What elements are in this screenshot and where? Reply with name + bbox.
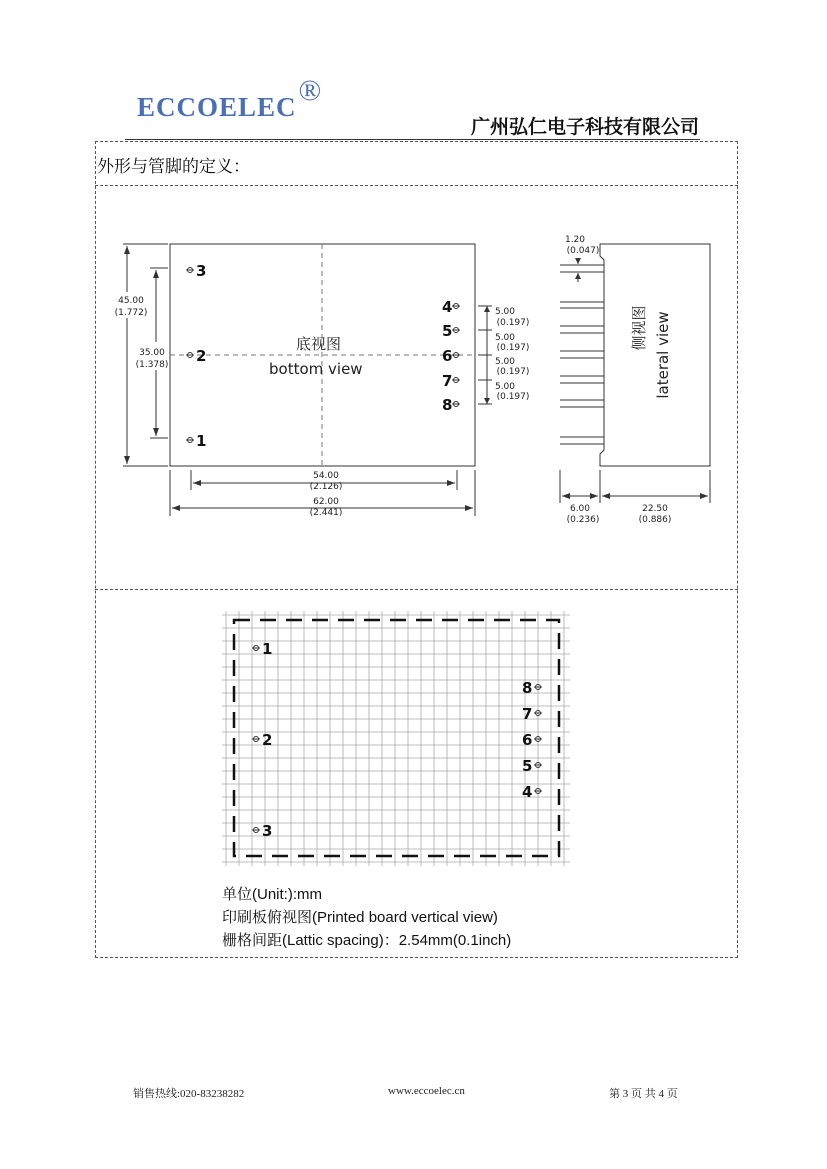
pin-label: 8 [442,396,453,414]
dim-value: (0.197) [496,367,530,377]
caption-spacing: 栅格间距(Lattic spacing)：2.54mm(0.1inch) [222,932,512,949]
dim-value: (2.441) [309,508,343,518]
pin-label: 7 [442,372,453,390]
pin-label: 5 [522,757,533,775]
dim-value: 35.00 [139,348,165,358]
dim-value: 5.00 [494,333,516,343]
dim-value: 62.00 [313,497,339,507]
pin-label: 4 [442,298,453,316]
dim-value: 5.00 [494,307,516,317]
dim-value: 6.00 [569,504,591,514]
dim-value: 54.00 [313,471,339,481]
registered-mark: ® [298,74,323,107]
dim-value: (0.197) [496,392,530,402]
pin-label: 2 [196,347,207,365]
pin-label: 1 [196,432,207,450]
pin-label: 7 [522,705,533,723]
footer-website[interactable]: www.eccoelec.cn [388,1085,465,1097]
dim-value: (2.126) [309,482,343,492]
dim-value: (0.236) [566,515,600,525]
dim-value: (0.197) [496,343,530,353]
pin-label: 5 [442,322,453,340]
footer-page-number: 第 3 页 共 4 页 [609,1088,678,1100]
pin-label: 1 [262,640,273,658]
logo-text: ECCOELEC [137,92,297,122]
dim-value: 5.00 [494,382,516,392]
pin-label: 3 [196,262,207,280]
bottom-view-label-en: bottom view [269,360,363,378]
dim-value: (1.378) [135,360,169,370]
side-view-label-cn: 侧视图 [630,305,648,351]
section-title: 外形与管脚的定义： [97,157,250,177]
dim-value: (1.772) [114,308,148,318]
pin-label: 6 [522,731,533,749]
caption-unit: 单位(Unit:):mm [222,886,322,903]
dim-value: 45.00 [118,296,144,306]
dim-value: (0.047) [566,246,600,256]
pin-label: 8 [522,679,533,697]
bottom-view-label-cn: 底视图 [296,335,342,353]
dim-value: 5.00 [494,357,516,367]
pin-label: 3 [262,822,273,840]
pin-label: 4 [522,783,533,801]
pcb-outline [234,620,559,856]
footer-phone: 销售热线:020-83238282 [133,1088,245,1100]
dim-value: 1.20 [564,235,586,245]
caption-view: 印刷板俯视图(Printed board vertical view) [222,909,498,926]
company-name: 广州弘仁电子科技有限公司 [470,116,699,138]
dim-value: 22.50 [642,504,668,514]
side-view-label-en: lateral view [654,311,672,399]
dim-value: (0.197) [496,318,530,328]
dim-value: (0.886) [638,515,672,525]
pin-label: 2 [262,731,273,749]
pin-label: 6 [442,347,453,365]
